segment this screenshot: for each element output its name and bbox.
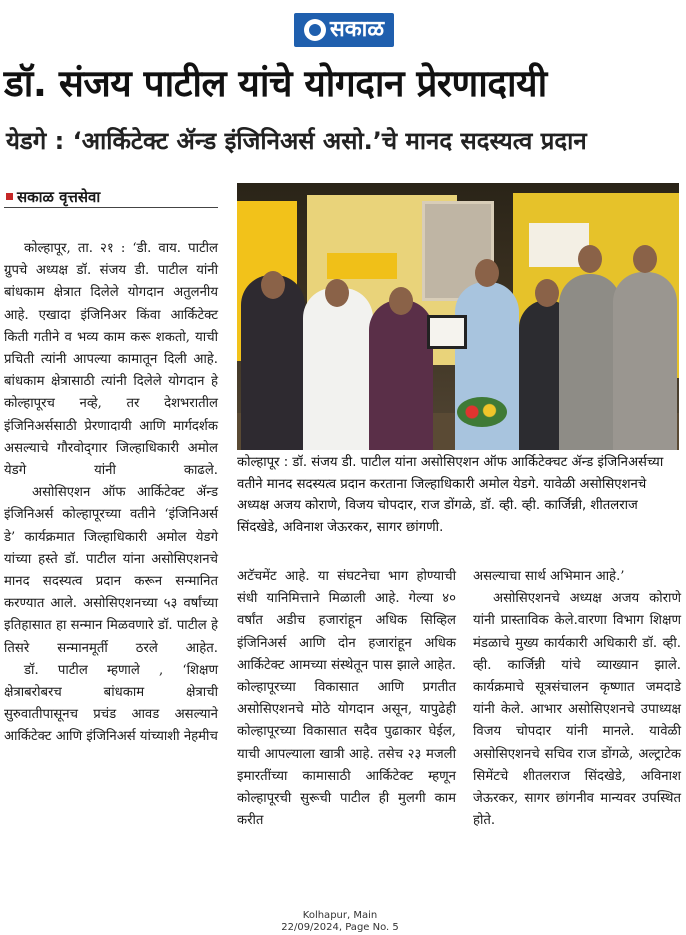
footer-date-page: 22/09/2024, Page No. 5 xyxy=(281,922,399,933)
photo-caption: कोल्हापूर : डॉ. संजय डी. पाटील यांना असोसिएशन ऑफ आर्किटेक्चट ॲन्ड इंजिनिअर्सच्या वतीने मानद सदस्यत्व प्रदान करताना जिल्हाधिकारी अमोल येडगे. यावेळी असोसिएशनचे अध्यक्ष अजय कोराणे, विजय चोपदार, राज डोंगळे, डॉ. व्ही. व्ही. कार्जिन्नी, शीतलराज सिंदखेडे, अविनाश जेऊरकर, सागर छांगणी. xyxy=(237,455,664,535)
article-column-3 xyxy=(473,566,681,832)
masthead-logo-text: सकाळ xyxy=(329,17,385,42)
sakal-logo-icon xyxy=(304,19,326,41)
byline-marker-icon xyxy=(6,193,13,200)
event-photo xyxy=(237,183,679,450)
newspaper-masthead xyxy=(294,13,394,47)
article-paragraph: असोसिएशन ऑफ आर्किटेक्ट ॲन्ड इंजिनिअर्स कोल्हापूरच्या वतीने ‘इंजिनिअर्स डे’ कार्यक्रमात जिल्हाधिकारी अमोल येडगे यांच्या हस्ते डॉ. पाटील यांना असोसिएशनचे मानद सदस्यत्व प्रदान करून सन्मानित करण्यात आले. असोसिएशनच्या ५३ वर्षांच्या इतिहासात हा सन्मान मिळवणारे डॉ. पाटील हे तिसरे सन्मानमूर्ती ठरले आहेत. xyxy=(4,485,218,656)
article-paragraph: असल्याचा सार्थ अभिमान आहे.’ xyxy=(473,569,625,584)
article-paragraph: कोल्हापूर, ता. २१ : ‘डी. वाय. पाटील ग्रुपचे अध्यक्ष डॉ. संजय डी. पाटील यांनी बांधकाम क्षेत्रात दिलेले योगदान अतुलनीय आहे. एखादा इंजिनिअर किंवा आर्किटेक्ट किती गतीने व भव्य काम करू शकतो, याची प्रचिती त्यांनी आपल्या कामातून दिली आहे. बांधकाम क्षेत्रासाठी त्यांनी दिलेले योगदान हे कोल्हापूरच नव्हे, तर देशभरातील इंजिनिअर्ससाठी प्रेरणादायी आणि मार्गदर्शक असल्याचे गौरवोद्‍गार जिल्हाधिकारी अमोल येडगे यांनी काढले. xyxy=(4,241,218,479)
flower-bouquet xyxy=(457,397,507,427)
byline-text: सकाळ वृत्तसेवा xyxy=(17,187,101,206)
article-subheadline: येडगे : ‘आर्किटेक्ट ॲन्ड इंजिनिअर्स असो.’चे मानद सदस्यत्व प्रदान xyxy=(6,127,587,155)
byline xyxy=(4,186,218,208)
page-footer xyxy=(240,910,440,934)
article-paragraph: अटॅचमेंट आहे. या संघटनेचा भाग होण्याची संधी यानिमित्ताने मिळाली आहे. गेल्या ४० वर्षांत अडीच हजारांहून अधिक सिव्हिल इंजिनिअर्स आणि दोन हजारांहून अधिक आर्किटेक्ट आमच्या संस्थेतून पास झाले आहेत. कोल्हापूरच्या विकासात आणि प्रगतीत असोसिएशनचे मोठे योगदान असून, यापुढेही कोल्हापूरच्या विकासात सदैव पुढाकार घेईल, याची आपल्याला खात्री आहे. तसेच २३ मजली इमारतींच्या कामासाठी आर्किटेक्ट म्हणून कोल्हापूरची सुरूची पाटील ही मुलगी काम करीत xyxy=(237,569,456,829)
article-column-2 xyxy=(237,566,456,832)
footer-edition: Kolhapur, Main xyxy=(302,910,378,921)
certificate xyxy=(427,315,467,349)
article-headline: डॉ. संजय पाटील यांचे योगदान प्रेरणादायी xyxy=(4,62,547,105)
article-paragraph: डॉ. पाटील म्हणाले , ‘शिक्षण क्षेत्राबरोबरच बांधकाम क्षेत्राची सुरुवातीपासूनच प्रचंड आवड असल्याने आर्किटेक्ट आणि इंजिनिअर्स यांच्याशी नेहमीच xyxy=(4,662,218,745)
article-column-1 xyxy=(4,238,218,749)
article-paragraph: असोसिएशनचे अध्यक्ष अजय कोराणे यांनी प्रास्ताविक केले.वारणा विभाग शिक्षण मंडळाचे मुख्य कार्यकारी अधिकारी डॉ. व्ही. व्ही. कार्जिन्नी यांचे व्याख्यान झाले. कार्यक्रमाचे सूत्रसंचालन कृष्णात जमदाडे यांनी केले. आभार असोसिएशनचे उपाध्यक्ष विजय चोपदार यांनी मानले. यावेळी असोसिएशनचे सचिव राज डोंगळे, अल्ट्राटेक सिमेंटचे शीतलराज सिंदखेडे, अविनाश जेऊरकर, सागर छांगनीव मान्यवर उपस्थित होते. xyxy=(473,591,681,829)
